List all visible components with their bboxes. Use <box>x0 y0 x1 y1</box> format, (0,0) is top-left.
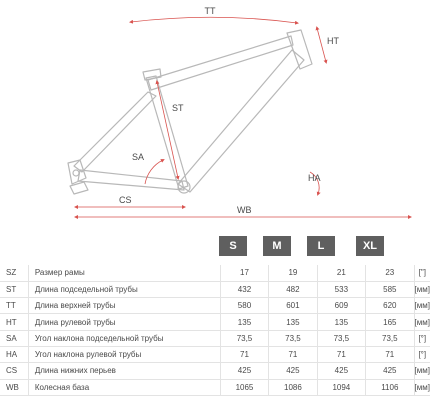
tt-label: TT <box>204 6 216 16</box>
value-m: 482 <box>269 281 317 297</box>
bike-frame <box>68 30 312 194</box>
seat-tube <box>146 76 188 189</box>
table-row <box>0 314 430 330</box>
geometry-spec-table <box>0 265 430 396</box>
value-s: 17 <box>220 265 268 281</box>
row-name: Угол наклона подседельной трубы <box>28 330 220 346</box>
size-xl-header: XL <box>356 236 384 256</box>
row-name: Размер рамы <box>28 265 220 281</box>
row-name: Длина нижних перьев <box>28 363 220 379</box>
row-name: Длина рулевой трубы <box>28 314 220 330</box>
ht-dimension-line <box>317 28 326 62</box>
table-row <box>0 330 430 346</box>
row-code: TT <box>0 298 28 314</box>
value-s: 135 <box>220 314 268 330</box>
table-row <box>0 379 430 395</box>
size-l-header: L <box>307 236 335 256</box>
table-row <box>0 363 430 379</box>
value-l: 71 <box>317 346 365 362</box>
value-s: 425 <box>220 363 268 379</box>
value-m: 1086 <box>269 379 317 395</box>
value-l: 21 <box>317 265 365 281</box>
value-m: 71 <box>269 346 317 362</box>
tt-dimension-line <box>131 17 297 23</box>
value-s: 73,5 <box>220 330 268 346</box>
row-name: Колесная база <box>28 379 220 395</box>
size-s-header: S <box>219 236 247 256</box>
top-tube <box>148 36 293 90</box>
value-xl: 23 <box>366 265 414 281</box>
value-xl: 73,5 <box>366 330 414 346</box>
size-m-header: M <box>263 236 291 256</box>
value-l: 609 <box>317 298 365 314</box>
row-unit: [мм] <box>414 298 430 314</box>
table-row <box>0 265 430 281</box>
row-unit: [мм] <box>414 314 430 330</box>
value-s: 1065 <box>220 379 268 395</box>
row-code: HA <box>0 346 28 362</box>
row-unit: ["] <box>414 265 430 281</box>
row-name: Длина верхней трубы <box>28 298 220 314</box>
value-m: 425 <box>269 363 317 379</box>
row-code: SA <box>0 330 28 346</box>
value-l: 533 <box>317 281 365 297</box>
rear-axle <box>73 170 79 176</box>
value-xl: 1106 <box>366 379 414 395</box>
row-code: WB <box>0 379 28 395</box>
ht-label: HT <box>327 36 339 46</box>
value-xl: 165 <box>366 314 414 330</box>
value-m: 135 <box>269 314 317 330</box>
row-unit: [мм] <box>414 379 430 395</box>
value-l: 425 <box>317 363 365 379</box>
row-unit: [мм] <box>414 363 430 379</box>
value-xl: 585 <box>366 281 414 297</box>
st-dimension-line <box>157 82 178 178</box>
value-m: 19 <box>269 265 317 281</box>
wb-label: WB <box>237 205 252 215</box>
size-header <box>0 236 430 256</box>
value-m: 601 <box>269 298 317 314</box>
row-unit: [°] <box>414 346 430 362</box>
value-l: 135 <box>317 314 365 330</box>
sa-label: SA <box>132 152 145 162</box>
value-xl: 425 <box>366 363 414 379</box>
value-s: 71 <box>220 346 268 362</box>
table-row <box>0 346 430 362</box>
value-xl: 620 <box>366 298 414 314</box>
row-code: SZ <box>0 265 28 281</box>
row-name: Длина подседельной трубы <box>28 281 220 297</box>
value-xl: 71 <box>366 346 414 362</box>
chain-stay <box>78 170 184 190</box>
row-code: CS <box>0 363 28 379</box>
sa-angle-arc <box>145 160 163 184</box>
value-l: 73,5 <box>317 330 365 346</box>
down-tube <box>178 50 304 192</box>
row-unit: [мм] <box>414 281 430 297</box>
dimension-lines <box>76 17 410 217</box>
row-code: HT <box>0 314 28 330</box>
table-row <box>0 281 430 297</box>
value-m: 73,5 <box>269 330 317 346</box>
row-name: Угол наклона рулевой трубы <box>28 346 220 362</box>
ha-label: HA <box>308 173 321 183</box>
cs-label: CS <box>119 195 132 205</box>
row-unit: [°] <box>414 330 430 346</box>
st-label: ST <box>172 103 184 113</box>
value-s: 432 <box>220 281 268 297</box>
table-row <box>0 298 430 314</box>
value-s: 580 <box>220 298 268 314</box>
value-l: 1094 <box>317 379 365 395</box>
row-code: ST <box>0 281 28 297</box>
